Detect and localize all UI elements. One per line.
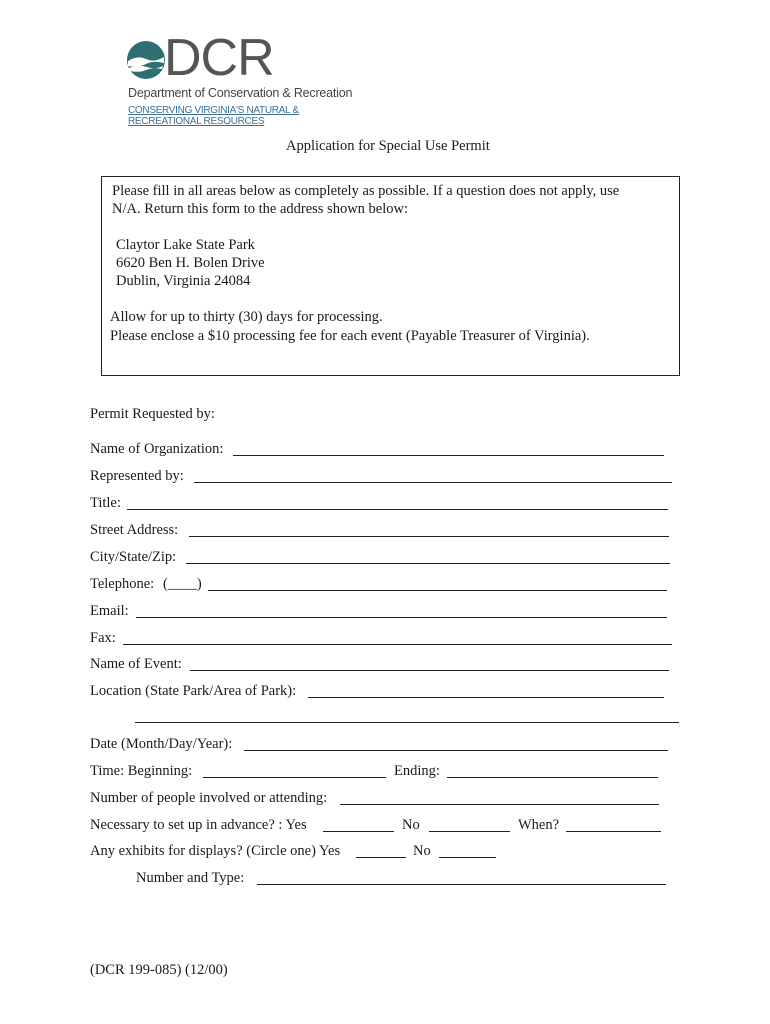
people-field[interactable] (340, 804, 659, 805)
number-type-field[interactable] (257, 884, 666, 885)
title-label: Title: (90, 495, 121, 511)
dcr-emblem-icon (126, 40, 166, 80)
address-line3: Dublin, Virginia 24084 (116, 273, 251, 289)
email-label: Email: (90, 603, 129, 619)
date-label: Date (Month/Day/Year): (90, 736, 233, 752)
city-label: City/State/Zip: (90, 549, 177, 565)
event-name-label: Name of Event: (90, 656, 182, 672)
telephone-field[interactable] (208, 590, 667, 591)
location-label: Location (State Park/Area of Park): (90, 683, 297, 699)
form-title: Application for Special Use Permit (286, 138, 490, 154)
exhibits-yes-field[interactable] (356, 857, 406, 858)
title-field[interactable] (127, 509, 668, 510)
logo-department: Department of Conservation & Recreation (128, 86, 353, 100)
exhibits-label: Any exhibits for displays? (Circle one) Yes (90, 843, 341, 859)
date-field[interactable] (244, 750, 668, 751)
setup-no-label: No (402, 817, 420, 833)
exhibits-no-field[interactable] (439, 857, 496, 858)
event-name-field[interactable] (190, 670, 669, 671)
time-ending-label: Ending: (394, 763, 440, 779)
street-field[interactable] (189, 536, 669, 537)
location-field-continued[interactable] (135, 722, 679, 723)
time-beginning-field[interactable] (203, 777, 386, 778)
instructions-box (101, 176, 680, 376)
email-field[interactable] (136, 617, 667, 618)
fax-field[interactable] (123, 644, 672, 645)
instructions-line1: Please fill in all areas below as completely as possible. If a question does not apply, use (112, 183, 620, 199)
logo-tagline: CONSERVING VIRGINIA'S NATURAL & RECREATIONAL RESOURCES (128, 105, 299, 127)
people-label: Number of people involved or attending: (90, 790, 328, 806)
represented-by-field[interactable] (194, 482, 672, 483)
processing-note: Allow for up to thirty (30) days for processing. (110, 309, 383, 325)
dcr-logo (126, 29, 371, 127)
logo-acronym: DCR (164, 29, 274, 87)
setup-no-field[interactable] (429, 831, 510, 832)
setup-yes-field[interactable] (323, 831, 394, 832)
time-beginning-label: Time: Beginning: (90, 763, 193, 779)
telephone-label: Telephone: (90, 576, 155, 592)
represented-by-label: Represented by: (90, 468, 184, 484)
time-ending-field[interactable] (447, 777, 658, 778)
instructions-line2: N/A. Return this form to the address shown below: (112, 201, 409, 217)
fax-label: Fax: (90, 630, 116, 646)
location-field[interactable] (308, 697, 664, 698)
address-line2: 6620 Ben H. Bolen Drive (116, 255, 265, 271)
organization-field[interactable] (233, 455, 664, 456)
street-label: Street Address: (90, 522, 179, 538)
address-line1: Claytor Lake State Park (116, 237, 255, 253)
section-heading: Permit Requested by: (90, 406, 215, 422)
number-type-label: Number and Type: (136, 870, 245, 886)
fee-note: Please enclose a $10 processing fee for each event (Payable Treasurer of Virginia). (110, 328, 590, 344)
organization-label: Name of Organization: (90, 441, 224, 457)
setup-when-field[interactable] (566, 831, 661, 832)
setup-when-label: When? (518, 817, 560, 833)
setup-label: Necessary to set up in advance? : Yes (90, 817, 307, 833)
exhibits-no-label: No (413, 843, 431, 859)
telephone-area-code[interactable]: (____) (163, 576, 202, 592)
city-field[interactable] (186, 563, 670, 564)
form-code: (DCR 199-085) (12/00) (90, 962, 228, 978)
